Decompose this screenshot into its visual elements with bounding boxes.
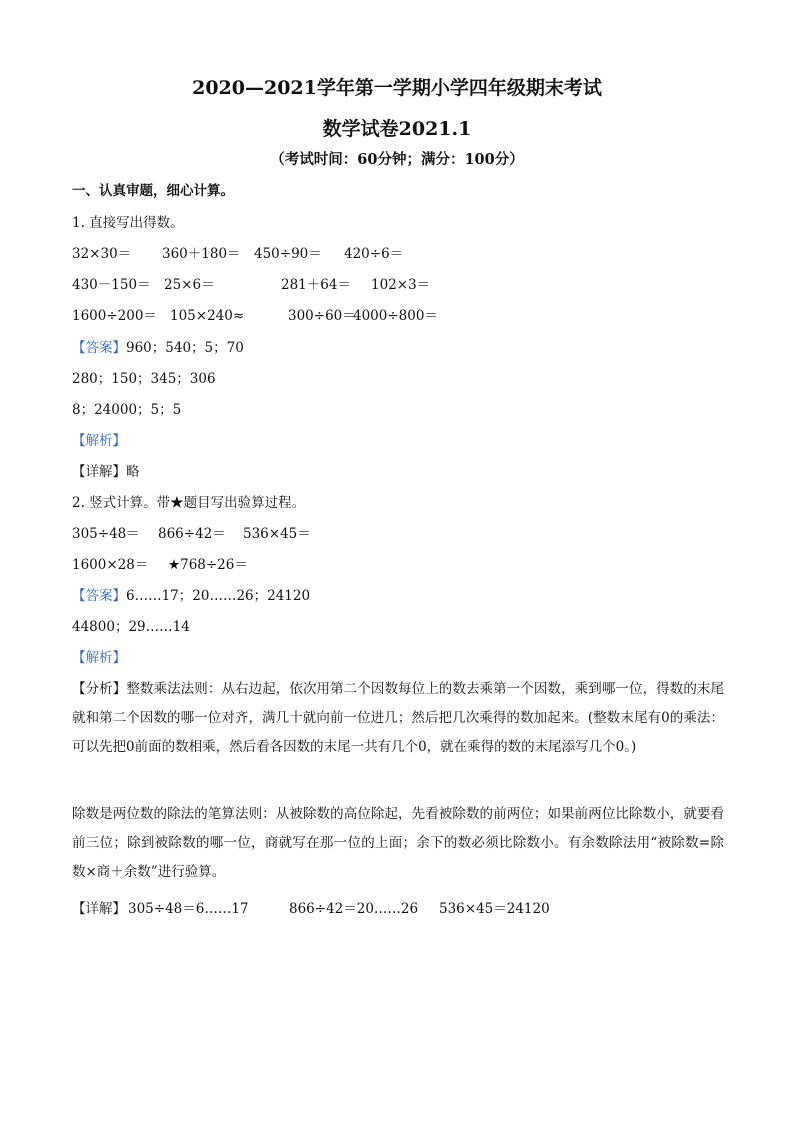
analysis-tag: 【分析】 bbox=[72, 681, 127, 697]
q1-item: 360＋180＝ bbox=[162, 246, 241, 262]
q2-item: 1600×28＝ bbox=[72, 557, 149, 573]
q2-item: 305÷48＝ bbox=[72, 526, 140, 542]
detail-item: 866÷42＝20……26 bbox=[289, 901, 419, 917]
answer-text: 960；540；5；70 bbox=[126, 340, 244, 356]
q2-item: 866÷42＝ bbox=[158, 526, 226, 542]
q1-item: 300÷60＝ bbox=[288, 308, 356, 324]
q1-item: 32×30＝ bbox=[72, 246, 132, 262]
q1-item: 25×6＝ bbox=[164, 277, 215, 293]
q1-detail bbox=[72, 462, 140, 482]
detail-text: 略 bbox=[126, 464, 140, 480]
q1-item: 430－150＝ bbox=[72, 277, 151, 293]
detail-tag: 【详解】 bbox=[72, 901, 126, 917]
exam-subtitle: 数学试卷2021.1 bbox=[322, 118, 472, 140]
q1-item: 420÷6＝ bbox=[344, 246, 404, 262]
q2-answer bbox=[72, 586, 310, 606]
analysis-paragraph-1 bbox=[72, 675, 724, 762]
q1-item: 450÷90＝ bbox=[254, 246, 322, 262]
answer-tag: 【答案】 bbox=[72, 340, 126, 356]
q1-answer-line-2: 280；150；345；306 bbox=[72, 371, 216, 387]
q1-item: 281＋64＝ bbox=[281, 277, 351, 293]
q2-item: ★768÷26＝ bbox=[168, 557, 248, 573]
q1-item: 1600÷200＝ bbox=[72, 308, 157, 324]
detail-tag: 【详解】 bbox=[72, 464, 126, 480]
q1-item: 102×3＝ bbox=[371, 277, 431, 293]
exam-title: 2020—2021学年第一学期小学四年级期末考试 bbox=[192, 77, 602, 99]
q2-answer-line-2: 44800；29……14 bbox=[72, 619, 190, 635]
question-2-prompt: 2. 竖式计算。带★题目写出验算过程。 bbox=[72, 495, 306, 511]
answer-text: 6……17；20……26；24120 bbox=[126, 588, 311, 604]
detail-item: 536×45＝24120 bbox=[439, 901, 550, 917]
q2-item: 536×45＝ bbox=[243, 526, 311, 542]
section-heading: 一、认真审题，细心计算。 bbox=[72, 183, 234, 199]
exam-info: （考试时间：60分钟；满分：100分） bbox=[270, 151, 524, 168]
q1-item: 4000÷800＝ bbox=[353, 308, 438, 324]
question-1-prompt: 1. 直接写出得数。 bbox=[72, 215, 184, 231]
q1-answer bbox=[72, 338, 244, 358]
q1-item: 105×240≈ bbox=[170, 308, 245, 324]
answer-tag: 【答案】 bbox=[72, 588, 126, 604]
analysis-text: 整数乘法法则：从右边起，依次用第二个因数每位上的数去乘第一个因数，乘到哪一位，得数的末尾就和第二个因数的哪一位对齐，满几十就向前一位进几；然后把几次乘得的数加起来。(整数末尾有0的乘法：可以先把0前面的数相乘，然后看各因数的末尾一共有几个0，就在乘得的数的末尾添写几个0。) bbox=[72, 681, 725, 755]
q2-analysis-tag: 【解析】 bbox=[72, 650, 126, 666]
q1-answer-line-3: 8；24000；5；5 bbox=[72, 402, 182, 418]
analysis-paragraph-2: 除数是两位数的除法的笔算法则：从被除数的高位除起，先看被除数的前两位；如果前两位比除数小，就要看前三位；除到被除数的哪一位，商就写在那一位的上面；余下的数必须比除数小。有余数除法用“被除数=除数×商＋余数”进行验算。 bbox=[72, 806, 724, 880]
detail-item: 305÷48＝6……17 bbox=[128, 901, 249, 917]
q1-analysis-tag: 【解析】 bbox=[72, 433, 126, 449]
